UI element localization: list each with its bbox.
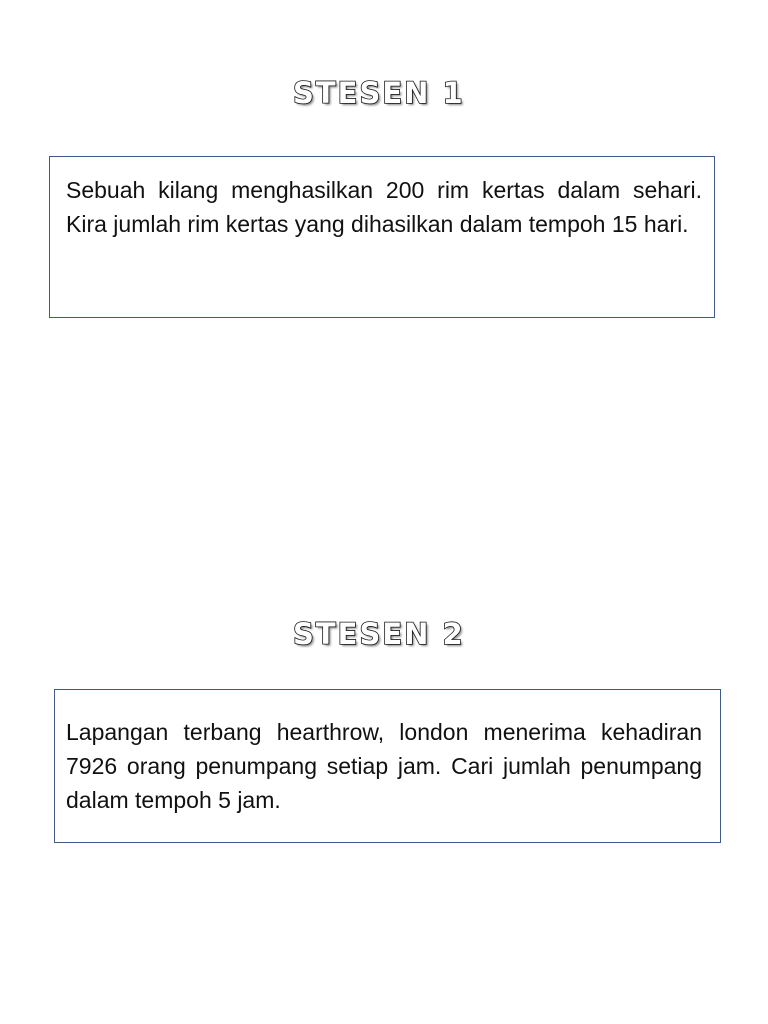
- station-1-question-text: Sebuah kilang menghasilkan 200 rim kertas dalam sehari. Kira jumlah rim kertas yang dihasilkan dalam tempoh 15 hari.: [66, 177, 702, 237]
- station-1-title: STESEN 1: [293, 76, 465, 110]
- station-2-question-box: [54, 689, 721, 843]
- station-1-question-box: [49, 156, 715, 318]
- station-2-title: STESEN 2: [293, 617, 465, 651]
- station-2-question-text: Lapangan terbang hearthrow, london menerima kehadiran 7926 orang penumpang setiap jam. Cari jumlah penumpang dalam tempoh 5 jam.: [66, 719, 702, 813]
